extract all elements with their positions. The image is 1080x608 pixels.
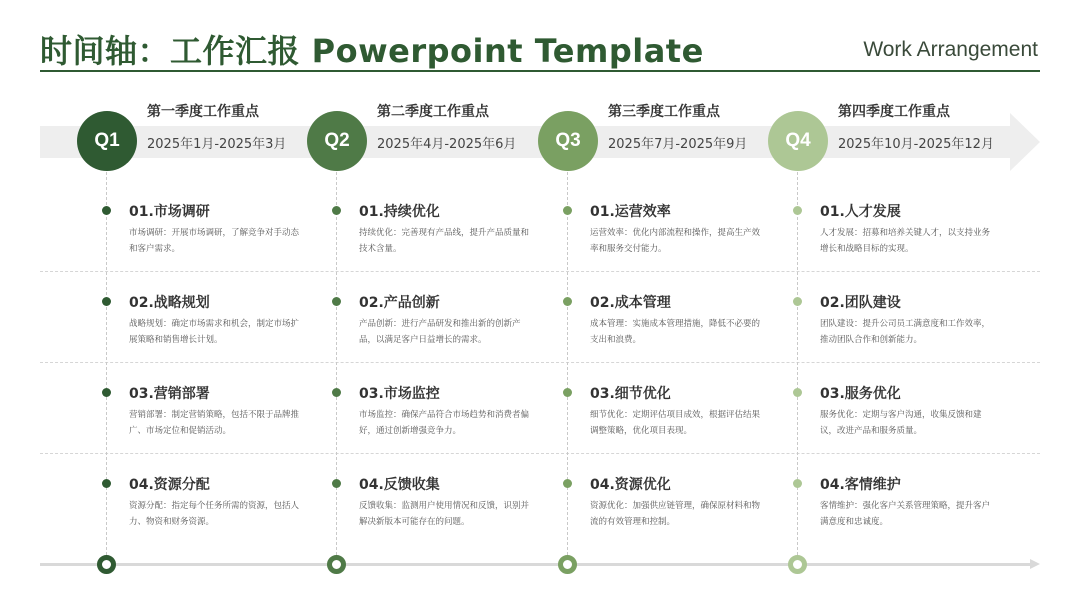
timeline-end-marker [558, 555, 577, 574]
bullet-dot [793, 297, 802, 306]
task-description: 资源分配：指定每个任务所需的资源，包括人力、物资和财务资源。 [129, 501, 300, 527]
task-title: 04.反馈收集 [359, 477, 440, 493]
task-title: 02.团队建设 [820, 295, 901, 311]
task-title: 03.市场监控 [359, 386, 440, 402]
bullet-dot [332, 479, 341, 488]
quarter-dates: 2025年7月-2025年9月 [608, 137, 748, 152]
task-title: 01.市场调研 [129, 204, 210, 220]
task-title: 04.资源分配 [129, 477, 210, 493]
task-title: 02.成本管理 [590, 295, 671, 311]
bullet-dot [793, 388, 802, 397]
task-description: 运营效率：优化内部流程和操作，提高生产效率和服务交付能力。 [590, 228, 761, 254]
bullet-dot [563, 479, 572, 488]
bullet-dot [102, 206, 111, 215]
task-title: 01.运营效率 [590, 204, 671, 220]
bullet-dot [563, 388, 572, 397]
quarter-badge: Q4 [768, 111, 828, 171]
column-dashed-line [106, 172, 107, 560]
column-dashed-line [567, 172, 568, 560]
bullet-dot [793, 479, 802, 488]
quarter-heading: 第一季度工作重点 [147, 104, 259, 120]
task-title: 04.资源优化 [590, 477, 671, 493]
task-description: 产品创新：进行产品研发和推出新的创新产品，以满足客户日益增长的需求。 [359, 319, 521, 345]
bottom-timeline-arrowhead [1030, 559, 1040, 569]
task-description: 反馈收集：监测用户使用情况和反馈，识别并解决新版本可能存在的问题。 [359, 501, 530, 527]
bullet-dot [332, 206, 341, 215]
task-description: 资源优化：加强供应链管理，确保原材料和物流的有效管理和控制。 [590, 501, 761, 527]
bullet-dot [793, 206, 802, 215]
task-description: 营销部署：制定营销策略，包括不限于品牌推广、市场定位和促销活动。 [129, 410, 300, 436]
task-description: 持续优化：完善现有产品线，提升产品质量和技术含量。 [359, 228, 530, 254]
quarter-column-q2 [307, 0, 537, 608]
task-description: 服务优化：定期与客户沟通，收集反馈和建议，改进产品和服务质量。 [820, 410, 982, 436]
bullet-dot [102, 479, 111, 488]
bullet-dot [332, 297, 341, 306]
timeline-end-marker [788, 555, 807, 574]
quarter-badge: Q2 [307, 111, 367, 171]
page-title: 时间轴：工作汇报 Powerpoint Template [40, 32, 704, 70]
task-title: 02.战略规划 [129, 295, 210, 311]
bullet-dot [332, 388, 341, 397]
task-description: 客情维护：强化客户关系管理策略，提升客户满意度和忠诚度。 [820, 501, 991, 527]
quarter-column-q3 [538, 0, 768, 608]
timeline-end-marker [327, 555, 346, 574]
quarter-heading: 第三季度工作重点 [608, 104, 720, 120]
task-description: 人才发展：招募和培养关键人才，以支持业务增长和战略目标的实现。 [820, 228, 991, 254]
quarter-badge: Q3 [538, 111, 598, 171]
bullet-dot [102, 388, 111, 397]
task-title: 03.服务优化 [820, 386, 901, 402]
task-description: 战略规划：确定市场需求和机会，制定市场扩展策略和销售增长计划。 [129, 319, 300, 345]
bullet-dot [563, 297, 572, 306]
quarter-dates: 2025年1月-2025年3月 [147, 137, 287, 152]
quarter-column-q4 [768, 0, 998, 608]
task-title: 01.人才发展 [820, 204, 901, 220]
task-description: 团队建设：提升公司员工满意度和工作效率，推动团队合作和创新能力。 [820, 319, 991, 345]
quarter-badge: Q1 [77, 111, 137, 171]
task-title: 04.客情维护 [820, 477, 901, 493]
quarter-heading: 第四季度工作重点 [838, 104, 950, 120]
timeline-end-marker [97, 555, 116, 574]
task-description: 成本管理：实施成本管理措施，降低不必要的支出和浪费。 [590, 319, 761, 345]
bullet-dot [563, 206, 572, 215]
quarter-dates: 2025年10月-2025年12月 [838, 137, 994, 152]
quarter-dates: 2025年4月-2025年6月 [377, 137, 517, 152]
task-title: 03.营销部署 [129, 386, 210, 402]
page-subtitle: Work Arrangement [863, 38, 1038, 61]
task-title: 02.产品创新 [359, 295, 440, 311]
quarter-heading: 第二季度工作重点 [377, 104, 489, 120]
task-description: 细节优化：定期评估项目成效，根据评估结果调整策略，优化项目表现。 [590, 410, 761, 436]
task-description: 市场监控：确保产品符合市场趋势和消费者偏好，通过创新增强竞争力。 [359, 410, 530, 436]
column-dashed-line [336, 172, 337, 560]
task-description: 市场调研：开展市场调研，了解竞争对手动态和客户需求。 [129, 228, 300, 254]
task-title: 01.持续优化 [359, 204, 440, 220]
bullet-dot [102, 297, 111, 306]
task-title: 03.细节优化 [590, 386, 671, 402]
column-dashed-line [797, 172, 798, 560]
quarter-column-q1 [77, 0, 307, 608]
